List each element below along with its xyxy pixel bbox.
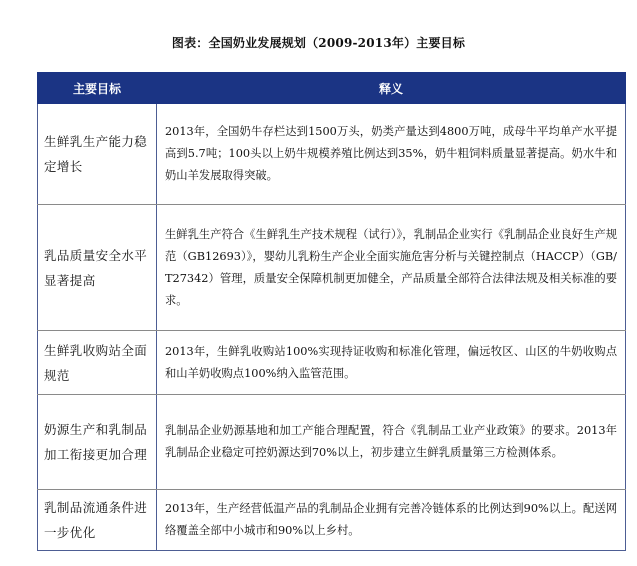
chart-title: 图表：全国奶业发展规划（2009-2013年）主要目标 [171, 36, 466, 50]
table-row [38, 104, 626, 205]
table-row [38, 205, 626, 331]
goal-cell: 生鲜乳收购站全面规范 [38, 331, 157, 395]
goals-table [37, 72, 626, 551]
description-cell: 2013年，生产经营低温产品的乳制品企业拥有完善冷链体系的比例达到90%以上。配送网络覆盖全部中小城市和90%以上乡村。 [157, 490, 626, 551]
description-cell: 乳制品企业奶源基地和加工产能合理配置，符合《乳制品工业产业政策》的要求。2013年乳制品企业稳定可控奶源达到70%以上，初步建立生鲜乳质量第三方检测体系。 [157, 395, 626, 490]
table-row [38, 331, 626, 395]
header-explanation: 释义 [157, 73, 626, 104]
description-cell: 2013年，生鲜乳收购站100%实现持证收购和标准化管理，偏远牧区、山区的牛奶收购点和山羊奶收购点100%纳入监管范围。 [157, 331, 626, 395]
goal-cell: 乳制品流通条件进一步优化 [38, 490, 157, 551]
table-header-row [38, 73, 626, 104]
goal-cell: 生鲜乳生产能力稳定增长 [38, 104, 157, 205]
goal-cell: 奶源生产和乳制品加工衔接更加合理 [38, 395, 157, 490]
table-row [38, 395, 626, 490]
description-cell: 2013年，全国奶牛存栏达到1500万头，奶类产量达到4800万吨，成母牛平均单产水平提高到5.7吨；100头以上奶牛规模养殖比例达到35%，奶牛粗饲料质量显著提高。奶水牛和奶山羊发展取得突破。 [157, 104, 626, 205]
header-main-goal: 主要目标 [38, 73, 157, 104]
description-cell: 生鲜乳生产符合《生鲜乳生产技术规程（试行）》，乳制品企业实行《乳制品企业良好生产规范（GB12693）》，婴幼儿乳粉生产企业全面实施危害分析与关键控制点（HACCP）（GB/T27342）管理，质量安全保障机制更加健全，产品质量全部符合法律法规及相关标准的要求。 [157, 205, 626, 331]
table-row [38, 490, 626, 551]
goal-cell: 乳品质量安全水平显著提高 [38, 205, 157, 331]
